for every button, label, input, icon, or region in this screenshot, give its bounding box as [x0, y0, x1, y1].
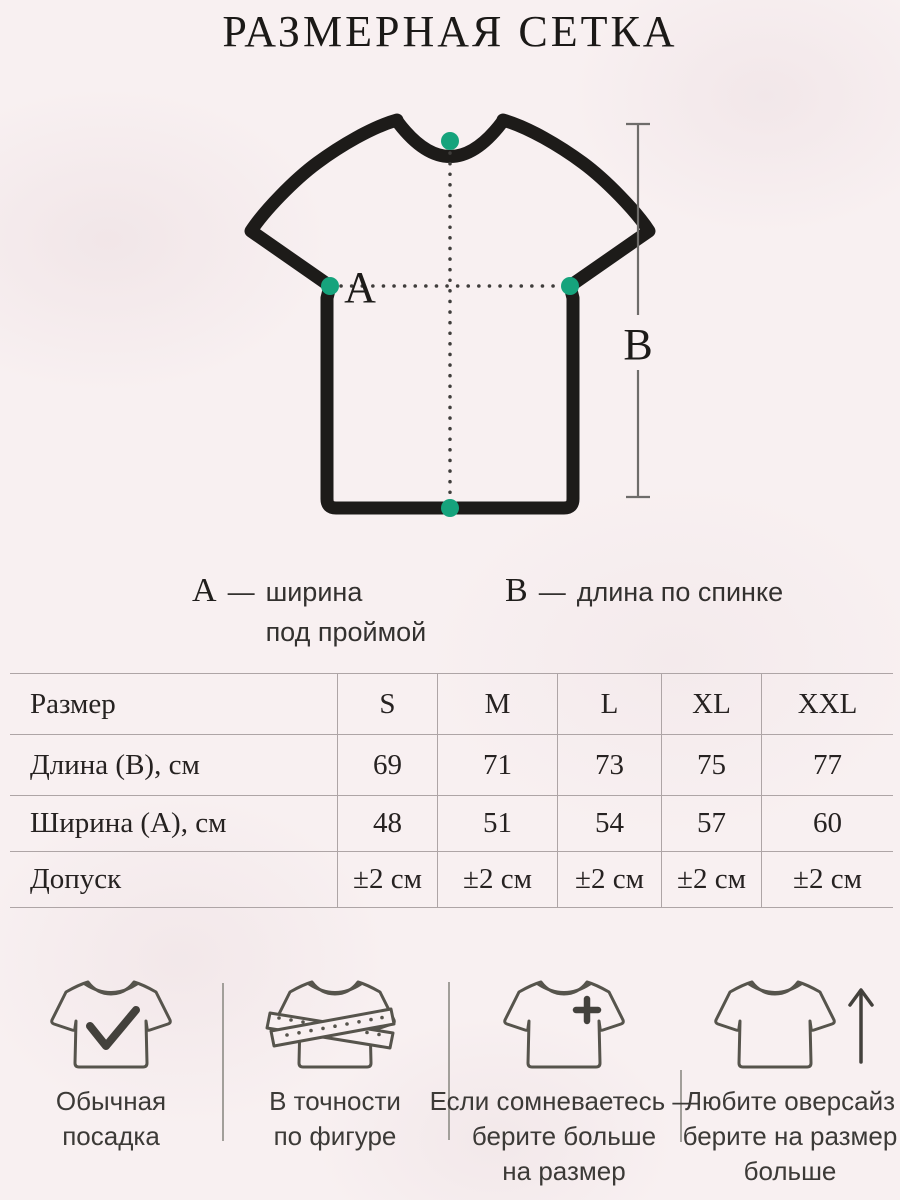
table-cell: 77	[762, 734, 893, 795]
measure-dotted-lines	[341, 153, 559, 497]
fit-caption-line: Если сомневаетесь —	[429, 1086, 699, 1116]
legend-width	[192, 572, 426, 652]
legend-a-letter: A	[192, 572, 217, 609]
legend-a-line1: ширина	[265, 577, 363, 607]
fit-caption-line: берите на размер	[682, 1121, 898, 1151]
fit-caption-line: на размер	[502, 1156, 626, 1186]
table-cell: 48	[338, 795, 438, 851]
row-label-width: Ширина (A), см	[10, 795, 338, 851]
legend-b-text: длина по спинке	[576, 577, 784, 607]
legend-length	[505, 572, 783, 612]
diagram-label-a: A	[344, 263, 376, 312]
fit-caption-line: В точности	[269, 1086, 401, 1116]
table-cell: 75	[662, 734, 762, 795]
tshirt-measurement-diagram	[0, 0, 900, 570]
size-table	[10, 673, 893, 908]
fit-section-oversize	[680, 955, 900, 1200]
fit-section-exact	[222, 955, 448, 1200]
table-cell: 69	[338, 734, 438, 795]
table-cell: ±2 см	[558, 851, 662, 908]
arrow-up-icon	[850, 990, 872, 1062]
fit-guide	[0, 955, 900, 1200]
size-col-xl: XL	[662, 673, 762, 734]
tshirt-tape-icon	[255, 969, 415, 1079]
row-label-length: Длина (B), см	[10, 734, 338, 795]
size-col-l: L	[558, 673, 662, 734]
size-col-m: M	[438, 673, 558, 734]
diagram-label-b: B	[623, 320, 653, 369]
table-header-size: Размер	[10, 673, 338, 734]
table-cell: 73	[558, 734, 662, 795]
fit-caption-line: Обычная	[55, 1086, 167, 1116]
table-cell: 54	[558, 795, 662, 851]
size-col-s: S	[338, 673, 438, 734]
tshirt-plus-icon	[484, 969, 644, 1079]
table-cell: 71	[438, 734, 558, 795]
legend-b-letter: B	[505, 572, 528, 609]
tshirt-oversize-icon	[695, 969, 885, 1079]
size-col-xxl: XXL	[762, 673, 893, 734]
fit-caption-line: больше	[743, 1156, 837, 1186]
length-measure-line	[626, 124, 650, 497]
tshirt-check-icon	[31, 969, 191, 1079]
table-cell: ±2 см	[662, 851, 762, 908]
row-label-tolerance: Допуск	[10, 851, 338, 908]
fit-section-size-up-if-unsure	[429, 955, 699, 1200]
table-cell: 60	[762, 795, 893, 851]
page-title: РАЗМЕРНАЯ СЕТКА	[222, 7, 678, 56]
legend-b-dash: —	[538, 577, 566, 607]
table-cell: ±2 см	[438, 851, 558, 908]
table-cell: ±2 см	[762, 851, 893, 908]
table-cell: 57	[662, 795, 762, 851]
table-cell: 51	[438, 795, 558, 851]
legend-a-line2: под проймой	[265, 617, 427, 647]
fit-caption-line: посадка	[62, 1121, 160, 1151]
fit-caption-line: берите больше	[471, 1121, 657, 1151]
legend-a-dash: —	[227, 577, 255, 607]
fit-caption-line: по фигуре	[273, 1121, 397, 1151]
fit-caption-line: Любите оверсайз	[684, 1086, 896, 1116]
table-cell: ±2 см	[338, 851, 438, 908]
fit-section-regular	[0, 955, 222, 1200]
